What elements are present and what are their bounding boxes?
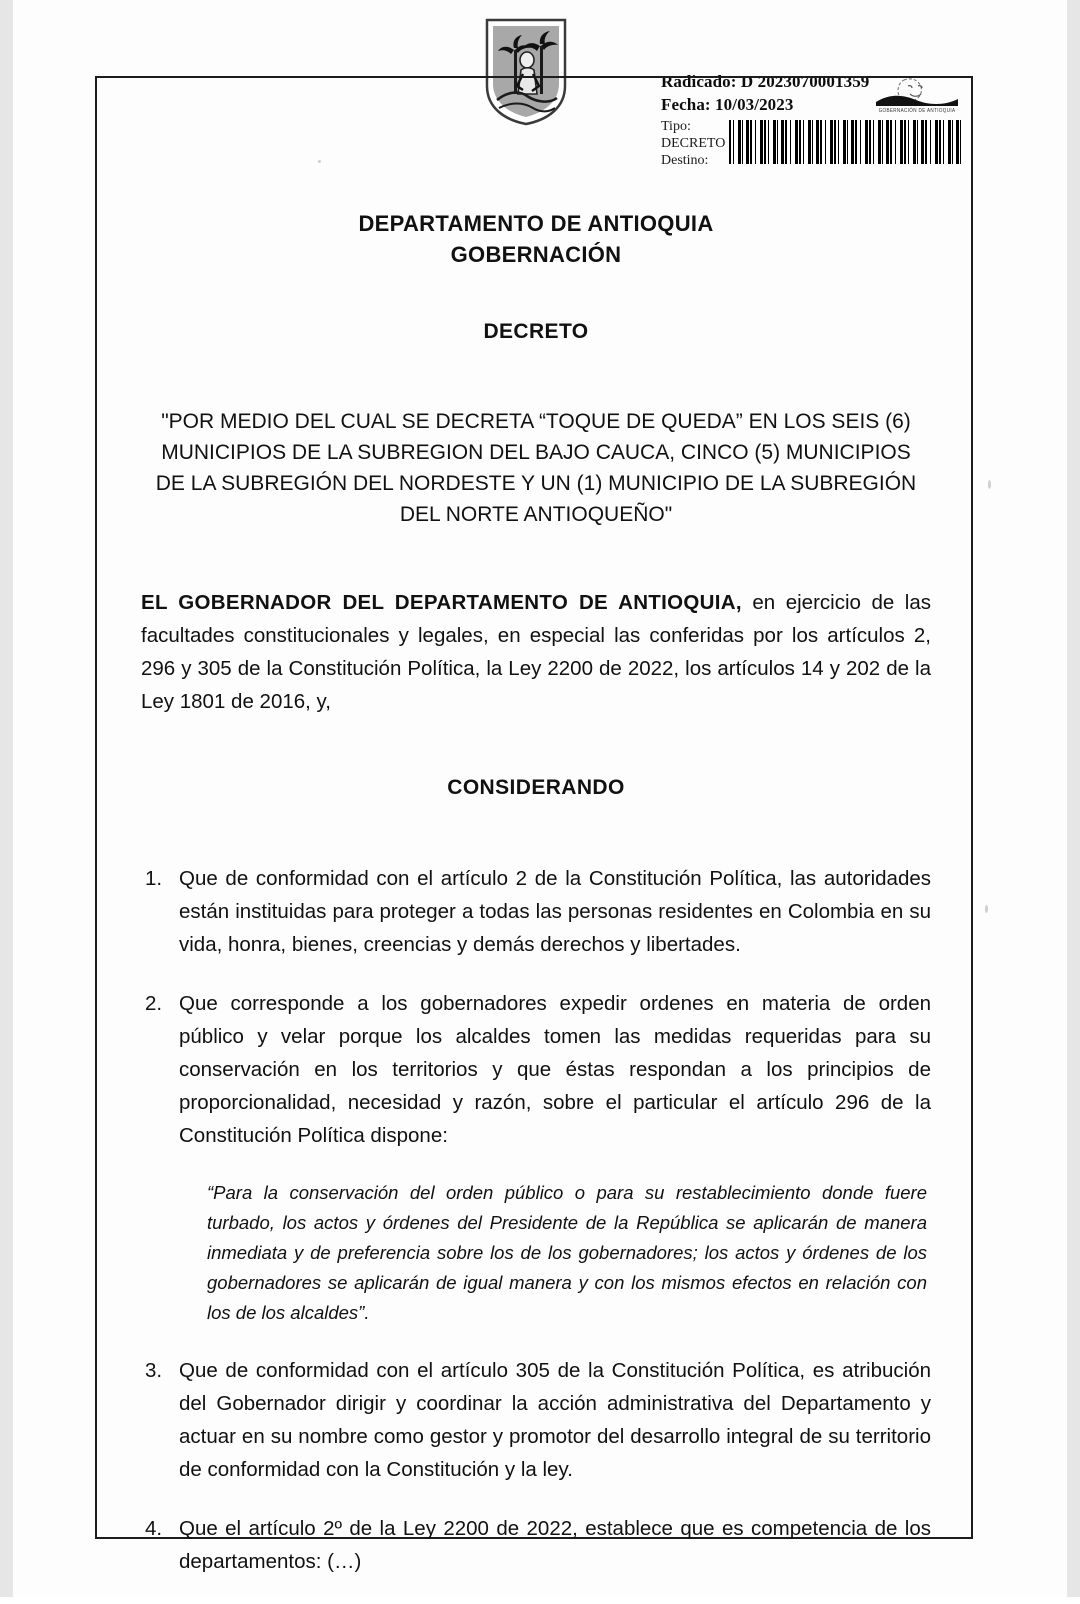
scan-speck [985,905,988,913]
radicado-line: Radicado: D 2023070001359 [661,72,870,91]
destino-label: Destino: [661,153,709,168]
clause-number: 3. [145,1359,163,1382]
clause-text: Que el artículo 2º de la Ley 2200 de 2022, establece que es competencia de los departamentos: (…) [179,1517,931,1573]
clause-number: 4. [145,1517,163,1540]
clause-number: 2. [145,992,163,1015]
organization-title [141,208,931,270]
org-title-line-1: DEPARTAMENTO DE ANTIOQUIA [358,211,714,236]
clause-item [141,1354,931,1486]
clause-text: Que de conformidad con el artículo 2 de la Constitución Política, las autoridades están instituidas para proteger a todas las personas residentes en Colombia en su vida, honra, bienes, creencias y demás derechos y libertades. [179,867,931,956]
clause-number: 1. [145,867,163,890]
document-page [13,0,1067,1597]
clause-text: Que de conformidad con el artículo 305 de la Constitución Política, es atribución del Gobernador dirigir y coordinar la acción administrativa del Departamento y actuar en su nombre como gestor y promotor del desarrollo integral de su territorio de conformidad con la Constitución y la ley. [179,1359,931,1481]
tipo-value: DECRETO [661,136,726,151]
clause-item [141,1512,931,1578]
clause-text: Que corresponde a los gobernadores expedir ordenes en materia de orden público y velar porque los alcaldes tomen las medidas requeridas para su conservación en los territorios y que éstas respondan a los principios de proporcionalidad, necesidad y razón, sobre el particular el artículo 296 de la Constitución Política dispone: [179,992,931,1147]
tipo-label: Tipo: [661,119,691,134]
scan-speck [988,480,991,489]
scan-edge-left [0,0,13,1597]
document-kind-heading: DECRETO [483,320,589,343]
org-title-line-2: GOBERNACIÓN [450,242,622,267]
decree-subject-title: "POR MEDIO DEL CUAL SE DECRETA “TOQUE DE QUEDA” EN LOS SEIS (6) MUNICIPIOS DE LA SUBREGION DEL BAJO CAUCA, CINCO (5) MUNICIPIOS DE LA SUBREGIÓN DEL NORDESTE Y UN (1) MUNICIPIO DE LA SUBREGIÓN DEL NORTE ANTIOQUEÑO" [155,410,917,526]
scan-edge-right [1067,0,1080,1597]
clause-item [141,862,931,961]
scan-speck [318,160,321,163]
considerando-clause-list [141,862,931,1578]
document-content [141,208,931,1604]
preamble-rest: en ejercicio de las facultades constitucionales y legales, en especial las conferidas por los artículos 2, 296 y 305 de la Constitución Política, la Ley 2200 de 2022, los artículos 14 y 202 de la Ley 1801 de 2016, y, [141,591,931,713]
considerando-heading: CONSIDERANDO [447,776,625,799]
preamble-bold-lead: EL GOBERNADOR DEL DEPARTAMENTO DE ANTIOQUIA, [141,591,742,614]
clause-quotation: “Para la conservación del orden público o para su restablecimiento donde fuere turbado, los actos y órdenes del Presidente de la República se aplicarán de manera inmediata y de preferencia sobre los de los gobernadores; los actos y órdenes de los gobernadores se aplicarán de igual manera y con los mismos efectos en relación con los de los alcaldes”. [207,1182,927,1323]
fecha-line: Fecha: 10/03/2023 [661,95,794,114]
clause-item [141,987,931,1328]
preamble-paragraph [141,586,931,718]
gobernacion-logo-caption: GOBERNACIÓN DE ANTIOQUIA [878,107,956,114]
